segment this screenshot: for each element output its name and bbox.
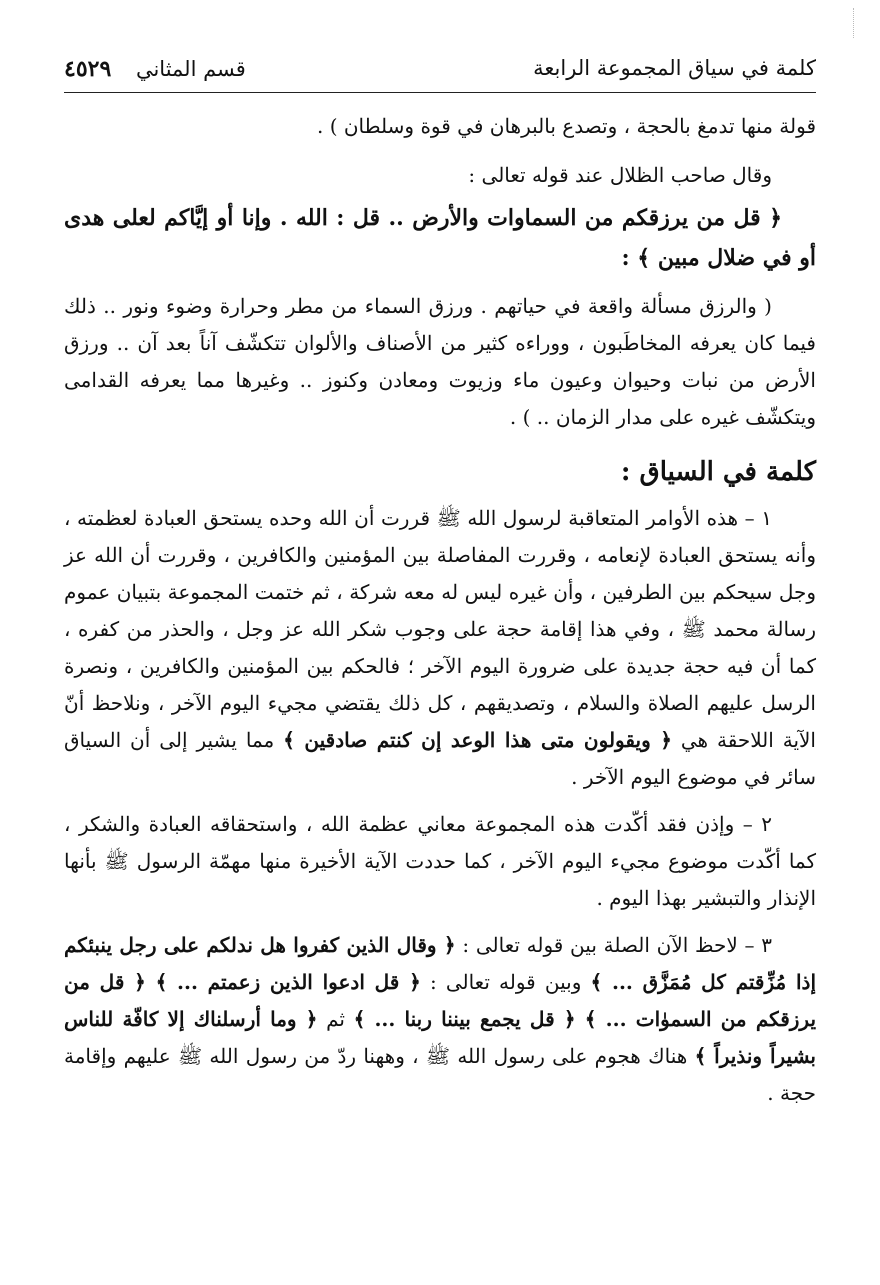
section-heading: كلمة في السياق :	[620, 457, 816, 487]
page-number: ٤٥٢٩	[64, 56, 112, 82]
point-3-text-3: ثم	[326, 1007, 345, 1031]
section-point-1	[64, 500, 816, 796]
point-1-verse: ﴿ ويقولون متى هذا الوعد إن كنتم صادقين ﴾	[283, 728, 672, 752]
point-1-text-end: مما يشير إلى أن السياق سائر في موضوع اليوم الآخر .	[64, 728, 816, 789]
section-point-2: ٢ – وإذن فقد أكّدت هذه المجموعة معاني عظمة الله ، واستحقاقه العبادة والشكر ، كما أكّدت موضوع مجيء اليوم الآخر ، كما حددت الآية الأخيرة منها مهمّة الرسول ﷺ بأنها الإنذار والتبشير بهذا اليوم .	[64, 812, 816, 910]
point-3-verse-2: ﴿ قل ادعوا الذين زعمتم ... ﴾ ﴿ قل من يرزقكم من السموٰات ... ﴾ ﴿ قل يجمع بيننا ربنا ... ﴾	[64, 970, 817, 1031]
point-3-text-2: وبين قوله تعالى :	[429, 970, 582, 994]
margin-marks	[851, 8, 854, 38]
part-label: قسم المثاني	[135, 57, 246, 81]
point-3-verse-1: ﴿ وقال الذين كفروا هل ندلكم على رجل ينبئكم إذا مُزِّقتم كل مُمَزَّق ... ﴾	[64, 933, 817, 994]
running-title: كلمة في سياق المجموعة الرابعة	[533, 56, 816, 80]
header-rule	[64, 92, 816, 93]
header-part-and-page	[64, 56, 246, 82]
point-3-text: ٣ – لاحظ الآن الصلة بين قوله تعالى :	[462, 933, 772, 957]
section-point-3	[64, 927, 816, 1112]
verse-block: ﴿ قل من يرزقكم من السماوات والأرض .. قل : الله . وإنا أو إيَّاكم لعلى هدى أو في ضلال مبين ﴾ :	[64, 205, 816, 271]
paragraph-continuation: قولة منها تدمغ بالحجة ، وتصدع بالبرهان في قوة وسلطان ) .	[316, 114, 816, 138]
point-3-verse-3: ﴿ وما أرسلناك إلا كافّة للناس بشيراً ونذيراً ﴾	[64, 1007, 816, 1068]
page-body	[64, 108, 816, 1112]
paragraph-quote: ( والرزق مسألة واقعة في حياتهم . ورزق السماء من مطر وحرارة وضوء ونور .. ذلك فيما كان يعرفه المخاطَبون ، ووراءه كثير من الأصناف والألوان تتكشّف آناً بعد آن .. ورزق الأرض من نبات وحيوان وعيون ماء وزيوت ومعادن وكنوز .. وغيرها مما يعرفه القدامى ويتكشّف غيره على مدار الزمان .. ) .	[64, 294, 816, 429]
page-header	[64, 50, 816, 90]
point-1-text: ١ – هذه الأوامر المتعاقبة لرسول الله ﷺ قررت أن الله وحده يستحق العبادة لعظمته ، وأنه يستحق العبادة لإنعامه ، وقررت المفاصلة بين المؤمنين والكافرين ، وقررت أن الله عز وجل سيحكم بين الطرفين ، وأن غيره ليس له معه شركة ، ثم ختمت المجموعة بتبيان عموم رسالة محمد ﷺ ، وفي هذا إقامة حجة على وجوب شكر الله عز وجل ، والحذر من كفره ، كما أن فيه حجة جديدة على ضرورة اليوم الآخر ؛ فالحكم بين المؤمنين والكافرين ، ونصرة الرسل عليهم الصلاة والسلام ، وتصديقهم ، كل ذلك يقتضي مجيء اليوم الآخر ، ونلاحظ أنّ الآية اللاحقة هي	[64, 506, 816, 752]
point-3-text-end: هناك هجوم على رسول الله ﷺ ، وههنا ردّ من رسول الله ﷺ عليهم وإقامة حجة .	[64, 1044, 816, 1105]
paragraph-intro-quote: وقال صاحب الظلال عند قوله تعالى :	[468, 163, 772, 187]
